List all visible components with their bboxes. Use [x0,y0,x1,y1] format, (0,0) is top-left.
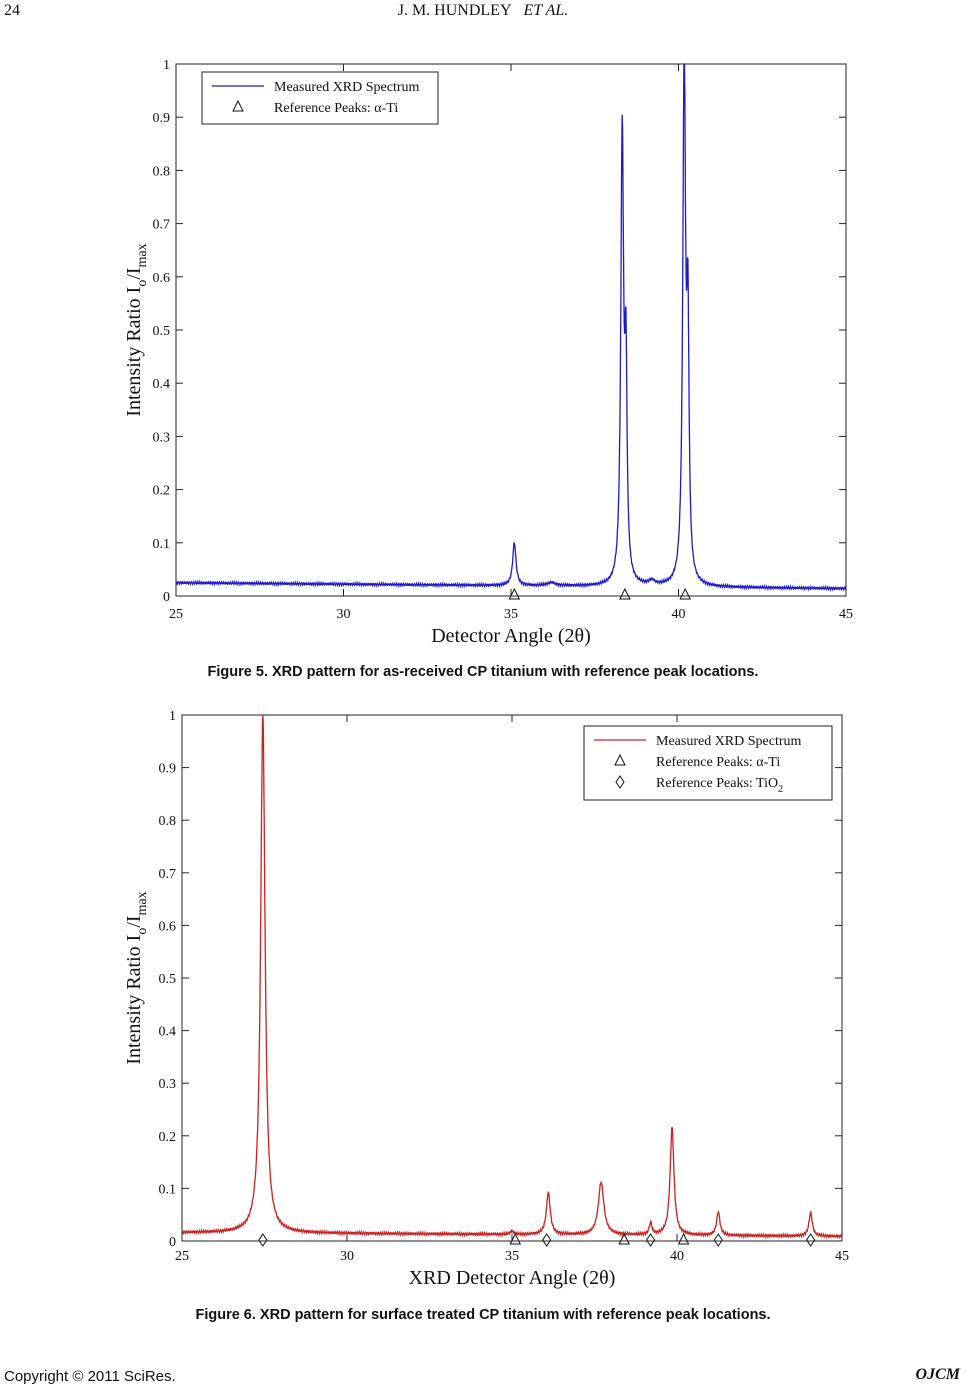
chart2-y-tick-label: 0.1 [158,1182,176,1198]
chart2-legend-entry: Measured XRD Spectrum [656,734,802,749]
chart1-y-tick-label: 0.1 [152,536,170,552]
chart2-y-tick-label: 0.6 [158,919,176,935]
chart1-alpha-ti-reference-marker [620,589,630,599]
chart1-y-label-sub-max: max [135,243,150,268]
figure-5-caption: Figure 5. XRD pattern for as-received CP titanium with reference peak locations. [207,664,759,680]
chart1-plot-frame [176,64,846,596]
chart2-legend-entry-main: Reference Peaks: TiO [656,776,779,791]
chart2-alpha-ti-reference-marker [679,1234,689,1244]
chart1-x-tick-label: 30 [336,607,351,622]
running-head [0,2,966,20]
running-head-author: J. M. HUNDLEY [397,2,512,19]
figure-6-caption: Figure 6. XRD pattern for surface treated CP titanium with reference peak locations. [195,1307,771,1323]
chart2-legend-entry: Reference Peaks: α-Ti [656,755,781,770]
chart1-y-label-sub-o: o [135,279,150,287]
chart2-y-label-sub-o: o [135,927,150,935]
chart1-x-tick-label: 45 [839,607,853,622]
chart1-alpha-ti-reference-marker [680,589,690,599]
chart1-legend-entry: Measured XRD Spectrum [274,80,420,95]
chart2-x-tick-label: 30 [340,1249,354,1264]
journal-name: OJCM [915,1366,960,1383]
chart2-y-tick-label: 0.8 [158,814,176,830]
chart2-y-label-slash-i: /I [123,915,145,928]
chart2-x-tick-label: 25 [175,1249,189,1264]
chart1-y-tick-label: 0.4 [152,377,170,393]
chart1-x-tick-label: 35 [504,607,518,622]
chart1-y-tick-label: 0.3 [152,430,170,446]
chart2-y-label-main: Intensity Ratio I [123,934,145,1065]
chart2-y-tick-label: 0.9 [158,761,176,777]
chart2-y-tick-label: 0.4 [158,1024,176,1040]
chart2-y-tick-label: 0 [169,1235,176,1250]
figure-6 [118,700,856,1290]
chart2-y-tick-label: 1 [169,709,176,724]
chart2-y-tick-label: 0.5 [158,972,176,987]
chart1-y-label-main: Intensity Ratio I [123,286,145,417]
chart1-x-axis-label: Detector Angle (2θ) [431,625,591,647]
chart1-y-tick-label: 0.7 [152,217,170,233]
chart1-y-label-slash-i: /I [123,267,145,280]
chart1-legend-entry: Reference Peaks: α-Ti [274,101,399,116]
figure-6-chart [118,700,856,1290]
chart1-x-tick-label: 40 [671,607,686,622]
figure-5-chart [118,50,856,650]
page-number: 24 [4,2,20,19]
chart2-y-axis-label [123,891,150,1064]
chart1-y-tick-label: 0.5 [152,324,170,339]
chart2-y-tick-label: 0.7 [158,866,176,882]
chart2-x-tick-label: 45 [835,1249,849,1264]
chart1-y-tick-label: 1 [163,58,170,73]
running-head-suffix: ET AL. [523,2,569,19]
chart2-x-tick-label: 40 [670,1249,684,1264]
chart2-tio2-reference-marker [543,1234,551,1246]
chart2-y-tick-label: 0.3 [158,1077,176,1093]
chart1-x-tick-label: 25 [169,607,183,622]
chart2-x-axis-label: XRD Detector Angle (2θ) [408,1267,616,1289]
chart2-y-label-sub-max: max [135,891,150,916]
copyright-notice: Copyright © 2011 SciRes. [4,1368,176,1385]
chart1-y-tick-label: 0.9 [152,111,170,127]
chart2-legend-entry-subscript: 2 [778,784,784,795]
chart2-tio2-reference-marker [647,1234,655,1246]
chart2-x-tick-label: 35 [505,1249,519,1264]
chart1-y-tick-label: 0.8 [152,164,170,180]
chart1-spectrum-line [176,64,846,590]
chart1-y-tick-label: 0.6 [152,270,170,286]
chart2-tio2-reference-marker [807,1234,815,1246]
chart2-tio2-reference-marker [259,1234,267,1246]
chart1-y-axis-label [123,243,150,416]
chart2-tio2-reference-marker [714,1234,722,1246]
chart2-y-tick-label: 0.2 [158,1129,176,1145]
chart1-y-tick-label: 0 [163,590,170,605]
figure-5 [118,50,856,650]
chart1-y-tick-label: 0.2 [152,483,170,499]
